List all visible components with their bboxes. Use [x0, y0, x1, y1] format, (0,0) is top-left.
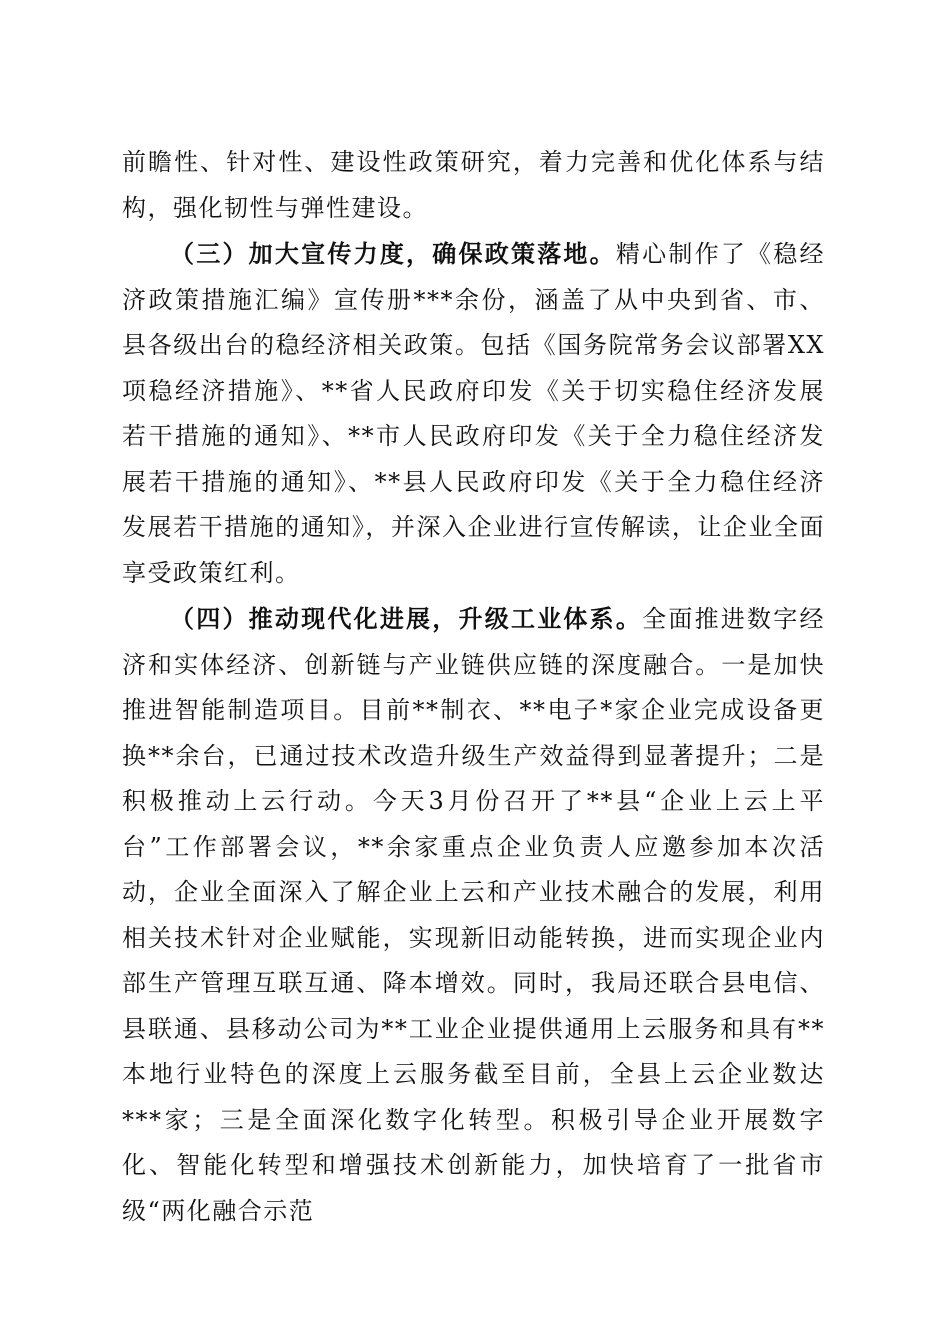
paragraph-continuation	[122, 140, 825, 231]
paragraph-text: 全面推进数字经济和实体经济、创新链与产业链供应链的深度融合。一是加快推进智能制造项目。目前**制衣、**电子*家企业完成设备更换**余台，已通过技术改造升级生产效益得到显著提升；二是积极推动上云行动。今天3月份召开了**县“企业上云上平台”工作部署会议，**余家重点企业负责人应邀参加本次活动，企业全面深入了解企业上云和产业技术融合的发展，利用相关技术针对企业赋能，实现新旧动能转换，进而实现企业内部生产管理互联互通、降本增效。同时，我局还联合县电信、县联通、县移动公司为**工业企业提供通用上云服务和具有**本地行业特色的深度上云服务截至目前，全县上云企业数达***家；三是全面深化数字化转型。积极引导企业开展数字化、智能化转型和增强技术创新能力，加快培育了一批省市级“两化融合示范	[122, 605, 825, 1225]
document-page	[122, 140, 825, 1234]
paragraph-text: 前瞻性、针对性、建设性政策研究，着力完善和优化体系与结构，强化韧性与弹性建设。	[122, 148, 825, 222]
paragraph-text: 精心制作了《稳经济政策措施汇编》宣传册***余份，涵盖了从中央到省、市、县各级出台的稳经济相关政策。包括《国务院常务会议部署XX项稳经济措施》、**省人民政府印发《关于切实稳住经济发展若干措施的通知》、**市人民政府印发《关于全力稳住经济发展若干措施的通知》、**县人民政府印发《关于全力稳住经济发展若干措施的通知》，并深入企业进行宣传解读，让企业全面享受政策红利。	[122, 240, 826, 587]
section-heading: （四）推动现代化进展，升级工业体系。	[170, 604, 643, 633]
section-heading: （三）加大宣传力度，确保政策落地。	[170, 239, 616, 268]
paragraph-section-3	[122, 231, 825, 596]
paragraph-section-4	[122, 596, 825, 1234]
